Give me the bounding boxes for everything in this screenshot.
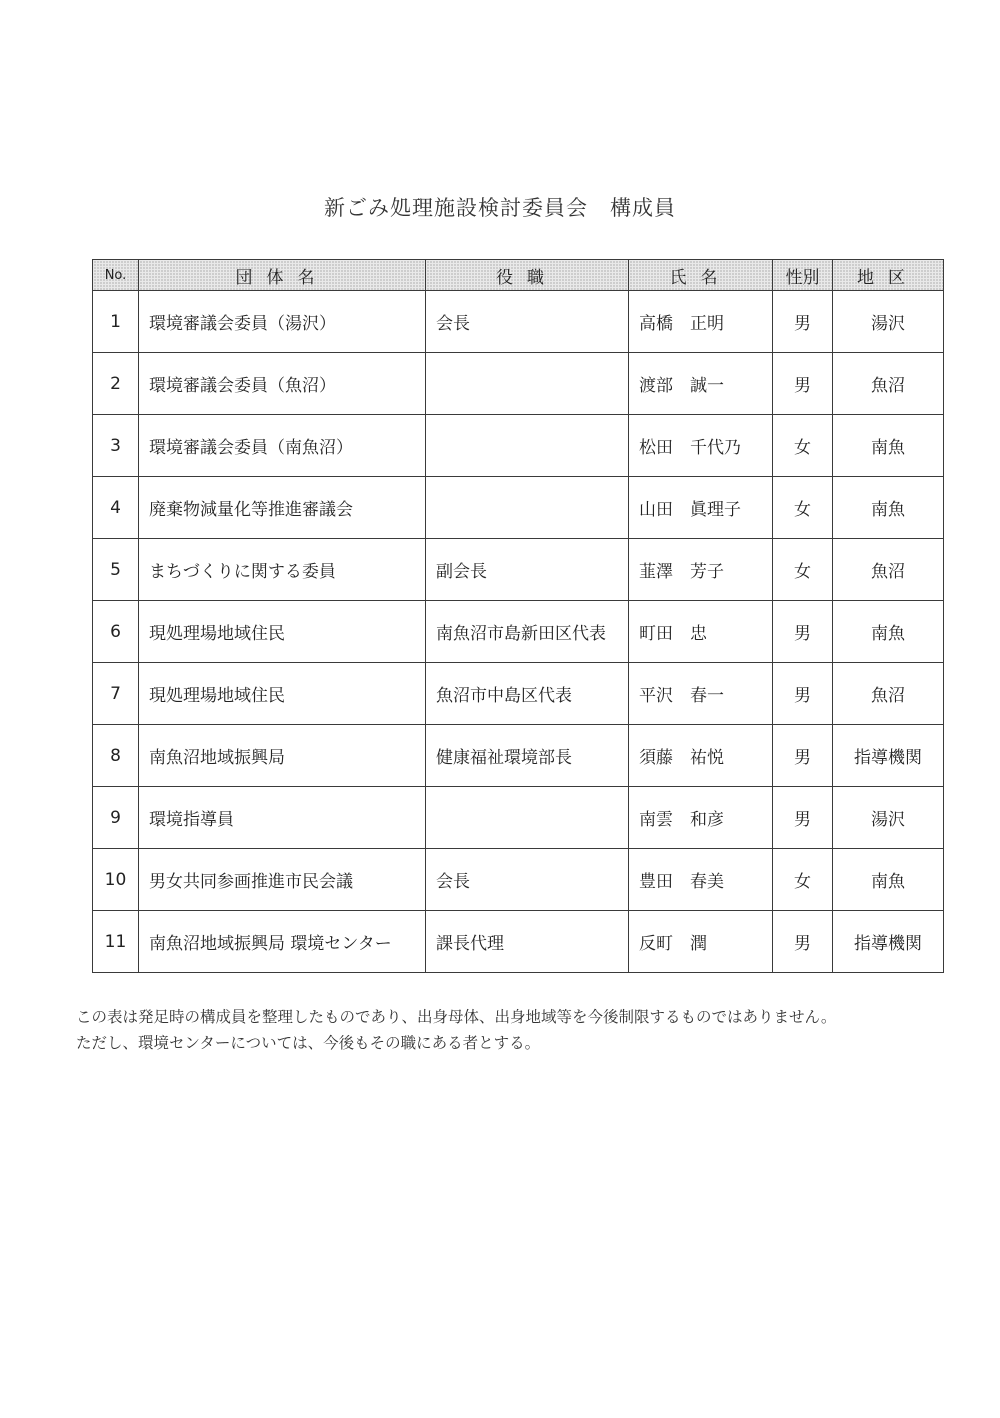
cell-district: 南魚 <box>833 477 944 539</box>
table-row <box>93 725 944 787</box>
cell-district: 南魚 <box>833 601 944 663</box>
cell-no: 9 <box>93 787 139 849</box>
table-row <box>93 539 944 601</box>
table-row <box>93 477 944 539</box>
cell-no: 1 <box>93 291 139 353</box>
cell-organization: 環境審議会委員（魚沼） <box>139 353 426 415</box>
cell-gender: 男 <box>773 725 833 787</box>
cell-name: 須藤 祐悦 <box>629 725 773 787</box>
cell-gender: 女 <box>773 539 833 601</box>
cell-gender: 男 <box>773 663 833 725</box>
header-name: 氏名 <box>629 260 773 291</box>
table-row <box>93 849 944 911</box>
cell-name: 高橋 正明 <box>629 291 773 353</box>
cell-no: 10 <box>93 849 139 911</box>
cell-role: 副会長 <box>426 539 629 601</box>
cell-no: 7 <box>93 663 139 725</box>
cell-name: 韮澤 芳子 <box>629 539 773 601</box>
cell-district: 指導機関 <box>833 911 944 973</box>
cell-gender: 男 <box>773 291 833 353</box>
cell-role: 会長 <box>426 849 629 911</box>
cell-district: 魚沼 <box>833 663 944 725</box>
table-row <box>93 601 944 663</box>
cell-role: 健康福祉環境部長 <box>426 725 629 787</box>
cell-no: 2 <box>93 353 139 415</box>
header-role: 役職 <box>426 260 629 291</box>
footnote-line-1: この表は発足時の構成員を整理したものであり、出身母体、出身地域等を今後制限するものではありません。 <box>76 1008 837 1026</box>
table-row <box>93 663 944 725</box>
cell-role <box>426 353 629 415</box>
cell-district: 魚沼 <box>833 353 944 415</box>
cell-gender: 女 <box>773 415 833 477</box>
cell-district: 南魚 <box>833 849 944 911</box>
cell-role <box>426 415 629 477</box>
cell-district: 湯沢 <box>833 787 944 849</box>
cell-role <box>426 787 629 849</box>
cell-organization: 環境指導員 <box>139 787 426 849</box>
cell-name: 反町 潤 <box>629 911 773 973</box>
table-header-row <box>93 260 944 291</box>
cell-name: 南雲 和彦 <box>629 787 773 849</box>
cell-organization: 現処理場地域住民 <box>139 663 426 725</box>
cell-gender: 女 <box>773 477 833 539</box>
cell-organization: 男女共同参画推進市民会議 <box>139 849 426 911</box>
table-row <box>93 787 944 849</box>
cell-district: 南魚 <box>833 415 944 477</box>
cell-role: 会長 <box>426 291 629 353</box>
table-row <box>93 911 944 973</box>
cell-organization: 南魚沼地域振興局 環境センター <box>139 911 426 973</box>
cell-role: 南魚沼市島新田区代表 <box>426 601 629 663</box>
cell-name: 町田 忠 <box>629 601 773 663</box>
cell-name: 山田 眞理子 <box>629 477 773 539</box>
cell-district: 魚沼 <box>833 539 944 601</box>
footnote <box>76 1004 976 1056</box>
cell-gender: 男 <box>773 353 833 415</box>
cell-organization: 南魚沼地域振興局 <box>139 725 426 787</box>
cell-gender: 男 <box>773 787 833 849</box>
table-row <box>93 353 944 415</box>
cell-gender: 女 <box>773 849 833 911</box>
header-gender: 性別 <box>773 260 833 291</box>
cell-no: 11 <box>93 911 139 973</box>
cell-role: 魚沼市中島区代表 <box>426 663 629 725</box>
cell-no: 6 <box>93 601 139 663</box>
cell-name: 豊田 春美 <box>629 849 773 911</box>
table-row <box>93 415 944 477</box>
cell-organization: 廃棄物減量化等推進審議会 <box>139 477 426 539</box>
cell-role <box>426 477 629 539</box>
cell-organization: 現処理場地域住民 <box>139 601 426 663</box>
members-table <box>92 259 944 973</box>
footnote-line-2: ただし、環境センターについては、今後もその職にある者とする。 <box>76 1034 541 1052</box>
cell-organization: 環境審議会委員（南魚沼） <box>139 415 426 477</box>
cell-gender: 男 <box>773 911 833 973</box>
cell-gender: 男 <box>773 601 833 663</box>
cell-name: 渡部 誠一 <box>629 353 773 415</box>
cell-name: 平沢 春一 <box>629 663 773 725</box>
table-row <box>93 291 944 353</box>
cell-district: 指導機関 <box>833 725 944 787</box>
cell-no: 3 <box>93 415 139 477</box>
cell-no: 8 <box>93 725 139 787</box>
cell-no: 4 <box>93 477 139 539</box>
cell-organization: まちづくりに関する委員 <box>139 539 426 601</box>
header-organization: 団体名 <box>139 260 426 291</box>
header-district: 地区 <box>833 260 944 291</box>
cell-district: 湯沢 <box>833 291 944 353</box>
cell-no: 5 <box>93 539 139 601</box>
cell-organization: 環境審議会委員（湯沢） <box>139 291 426 353</box>
cell-name: 松田 千代乃 <box>629 415 773 477</box>
cell-role: 課長代理 <box>426 911 629 973</box>
header-no: No. <box>93 260 139 291</box>
page-title: 新ごみ処理施設検討委員会 構成員 <box>324 196 676 220</box>
